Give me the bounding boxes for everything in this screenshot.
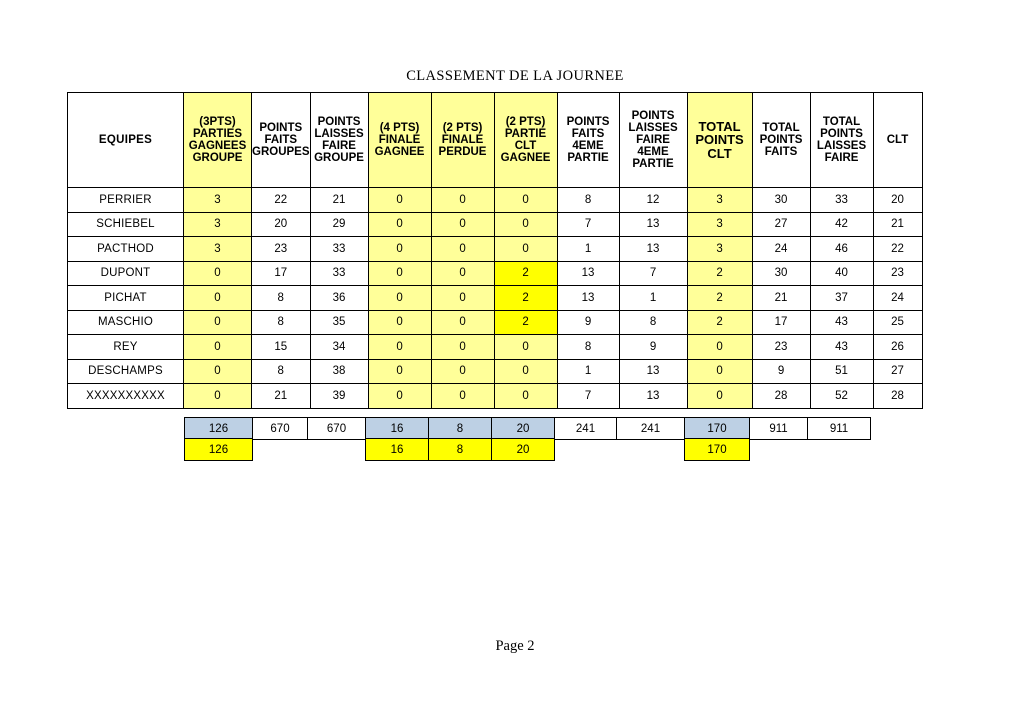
cell-total-points-faits: 27 xyxy=(752,212,810,237)
spacer-cell xyxy=(308,439,366,461)
line-3: CLT xyxy=(514,140,537,152)
col-header-points-faits-4eme-partie xyxy=(557,93,619,188)
table-row xyxy=(68,359,923,384)
total-points-faits-4eme-partie: 241 xyxy=(555,418,617,440)
cell-parties-gagnees-groupe: 0 xyxy=(184,310,252,335)
col-header-points-faits-groupes xyxy=(252,93,311,188)
line-4: GROUPE xyxy=(314,152,364,165)
cell-points-faits-4eme-partie: 7 xyxy=(557,384,619,409)
cell-points-laisses-faire-4eme-partie: 13 xyxy=(619,237,687,262)
line-1: (2 PTS) xyxy=(442,121,483,134)
cell-points-laisses-faire-groupe: 38 xyxy=(310,359,368,384)
total-total-points-laisses-faire: 911 xyxy=(808,418,871,440)
line-5: PARTIE xyxy=(632,158,674,171)
col-header-total-points-faits xyxy=(752,93,810,188)
cell-clt: 22 xyxy=(873,237,922,262)
cell-partie-clt-gagnee: 0 xyxy=(494,237,557,262)
cell-points-laisses-faire-groupe: 35 xyxy=(310,310,368,335)
team-name: DUPONT xyxy=(68,261,184,286)
cell-finale-perdue: 0 xyxy=(431,188,494,213)
cell-finale-perdue: 0 xyxy=(431,286,494,311)
cell-points-faits-4eme-partie: 9 xyxy=(557,310,619,335)
check-partie-clt-gagnee: 20 xyxy=(492,439,555,461)
cell-points-laisses-faire-groupe: 33 xyxy=(310,261,368,286)
cell-finale-gagnee: 0 xyxy=(368,384,431,409)
line-3: LAISSES xyxy=(816,140,867,152)
team-name: PICHAT xyxy=(68,286,184,311)
cell-points-faits-groupes: 15 xyxy=(252,335,311,360)
table-row xyxy=(68,384,923,409)
cell-finale-perdue: 0 xyxy=(431,310,494,335)
cell-finale-gagnee: 0 xyxy=(368,212,431,237)
team-name: REY xyxy=(68,335,184,360)
cell-partie-clt-gagnee: 2 xyxy=(494,310,557,335)
line-4: FAIRE xyxy=(824,152,859,165)
cell-finale-gagnee: 0 xyxy=(368,237,431,262)
cell-points-laisses-faire-groupe: 39 xyxy=(310,384,368,409)
col-header-points-laisses-faire-groupe xyxy=(310,93,368,188)
line-2: LAISSES xyxy=(628,121,678,134)
spacer-cell xyxy=(617,439,685,461)
cell-points-faits-groupes: 20 xyxy=(252,212,311,237)
line-1: POINTS xyxy=(317,115,361,128)
line-4: GAGNEE xyxy=(500,152,551,165)
cell-total-points-clt: 2 xyxy=(687,310,752,335)
cell-total-points-faits: 23 xyxy=(752,335,810,360)
cell-partie-clt-gagnee: 2 xyxy=(494,261,557,286)
cell-finale-perdue: 0 xyxy=(431,261,494,286)
table-header-row xyxy=(68,93,923,188)
check-total-points-clt: 170 xyxy=(685,439,750,461)
team-name: MASCHIO xyxy=(68,310,184,335)
cell-partie-clt-gagnee: 2 xyxy=(494,286,557,311)
cell-finale-perdue: 0 xyxy=(431,212,494,237)
cell-total-points-laisses-faire: 33 xyxy=(810,188,873,213)
cell-finale-perdue: 0 xyxy=(431,335,494,360)
cell-points-laisses-faire-4eme-partie: 13 xyxy=(619,359,687,384)
total-finale-gagnee: 16 xyxy=(366,418,429,440)
line-3: GAGNEES xyxy=(188,140,247,152)
line-1: (4 PTS) xyxy=(379,121,420,134)
col-header-total-points-clt xyxy=(687,93,752,188)
table-row xyxy=(68,212,923,237)
cell-finale-gagnee: 0 xyxy=(368,359,431,384)
cell-total-points-laisses-faire: 37 xyxy=(810,286,873,311)
cell-parties-gagnees-groupe: 3 xyxy=(184,212,252,237)
cell-partie-clt-gagnee: 0 xyxy=(494,212,557,237)
cell-finale-gagnee: 0 xyxy=(368,261,431,286)
total-parties-gagnees-groupe: 126 xyxy=(185,418,253,440)
table-row xyxy=(68,286,923,311)
team-name: XXXXXXXXXX xyxy=(68,384,184,409)
line-4: PARTIE xyxy=(567,152,609,165)
cell-total-points-faits: 30 xyxy=(752,188,810,213)
cell-total-points-faits: 30 xyxy=(752,261,810,286)
cell-total-points-clt: 0 xyxy=(687,384,752,409)
cell-points-faits-4eme-partie: 1 xyxy=(557,237,619,262)
cell-points-faits-groupes: 8 xyxy=(252,359,311,384)
cell-points-faits-4eme-partie: 8 xyxy=(557,188,619,213)
col-header-equipes xyxy=(68,93,184,188)
line-1: (2 PTS) xyxy=(505,115,546,128)
page-title: CLASSEMENT DE LA JOURNEE xyxy=(406,68,624,84)
line-2: FAITS xyxy=(571,127,605,140)
cell-parties-gagnees-groupe: 0 xyxy=(184,261,252,286)
cell-clt: 24 xyxy=(873,286,922,311)
cell-partie-clt-gagnee: 0 xyxy=(494,384,557,409)
cell-finale-perdue: 0 xyxy=(431,384,494,409)
page-number: Page 2 xyxy=(495,638,535,654)
cell-points-faits-groupes: 17 xyxy=(252,261,311,286)
check-finale-perdue: 8 xyxy=(429,439,492,461)
cell-points-laisses-faire-groupe: 34 xyxy=(310,335,368,360)
table-row xyxy=(68,310,923,335)
cell-finale-perdue: 0 xyxy=(431,359,494,384)
cell-clt: 21 xyxy=(873,212,922,237)
table-row xyxy=(68,261,923,286)
line-1: (3PTS) xyxy=(199,115,236,128)
classement-table xyxy=(67,92,923,409)
line-1: POINTS xyxy=(259,121,303,134)
cell-points-faits-groupes: 8 xyxy=(252,310,311,335)
cell-finale-gagnee: 0 xyxy=(368,286,431,311)
total-partie-clt-gagnee: 20 xyxy=(492,418,555,440)
cell-total-points-clt: 3 xyxy=(687,212,752,237)
cell-total-points-clt: 2 xyxy=(687,286,752,311)
total-points-faits-groupes: 670 xyxy=(253,418,308,440)
line-2: PARTIE xyxy=(504,127,547,140)
total-finale-perdue: 8 xyxy=(429,418,492,440)
cell-total-points-clt: 0 xyxy=(687,359,752,384)
col-header-clt xyxy=(873,93,922,188)
line-3: GAGNEE xyxy=(374,146,425,159)
totals-row xyxy=(185,418,871,440)
line-2: POINTS xyxy=(695,132,744,148)
cell-clt: 25 xyxy=(873,310,922,335)
team-name: PERRIER xyxy=(68,188,184,213)
cell-total-points-laisses-faire: 40 xyxy=(810,261,873,286)
cell-points-laisses-faire-4eme-partie: 12 xyxy=(619,188,687,213)
col-header-parties-gagnees-groupe xyxy=(184,93,252,188)
cell-clt: 23 xyxy=(873,261,922,286)
line-1: POINTS xyxy=(631,109,675,122)
cell-total-points-faits: 24 xyxy=(752,237,810,262)
line-1: TOTAL xyxy=(698,118,741,134)
cell-total-points-clt: 3 xyxy=(687,188,752,213)
totals-row-yellow xyxy=(184,438,871,461)
col-header-finale-perdue xyxy=(431,93,494,188)
line-3: GROUPES xyxy=(252,146,310,159)
line-3: CLT xyxy=(707,145,732,161)
cell-points-laisses-faire-groupe: 29 xyxy=(310,212,368,237)
team-name: DESCHAMPS xyxy=(68,359,184,384)
cell-total-points-laisses-faire: 43 xyxy=(810,310,873,335)
check-finale-gagnee: 16 xyxy=(366,439,429,461)
line-4: GROUPE xyxy=(192,152,243,165)
line-2: POINTS xyxy=(759,133,803,146)
line-2: PARTIES xyxy=(193,127,242,140)
line-2: LAISSES xyxy=(314,127,364,140)
cell-points-faits-groupes: 21 xyxy=(252,384,311,409)
total-total-points-faits: 911 xyxy=(750,418,808,440)
cell-total-points-faits: 21 xyxy=(752,286,810,311)
cell-points-faits-4eme-partie: 1 xyxy=(557,359,619,384)
team-name: PACTHOD xyxy=(68,237,184,262)
cell-points-laisses-faire-4eme-partie: 1 xyxy=(619,286,687,311)
total-points-laisses-faire-groupe: 670 xyxy=(308,418,366,440)
cell-partie-clt-gagnee: 0 xyxy=(494,335,557,360)
cell-points-faits-groupes: 23 xyxy=(252,237,311,262)
cell-clt: 20 xyxy=(873,188,922,213)
team-name: SCHIEBEL xyxy=(68,212,184,237)
col-header-equipes-label: EQUIPES xyxy=(98,133,153,146)
cell-parties-gagnees-groupe: 3 xyxy=(184,188,252,213)
line-4: 4EME xyxy=(637,146,669,159)
cell-parties-gagnees-groupe: 0 xyxy=(184,286,252,311)
line-3: FAIRE xyxy=(636,133,670,146)
cell-partie-clt-gagnee: 0 xyxy=(494,188,557,213)
cell-parties-gagnees-groupe: 0 xyxy=(184,359,252,384)
cell-finale-gagnee: 0 xyxy=(368,310,431,335)
spacer-cell xyxy=(253,439,308,461)
cell-points-laisses-faire-groupe: 33 xyxy=(310,237,368,262)
cell-total-points-clt: 2 xyxy=(687,261,752,286)
cell-total-points-laisses-faire: 42 xyxy=(810,212,873,237)
cell-total-points-laisses-faire: 46 xyxy=(810,237,873,262)
cell-partie-clt-gagnee: 0 xyxy=(494,359,557,384)
cell-parties-gagnees-groupe: 0 xyxy=(184,335,252,360)
cell-points-laisses-faire-4eme-partie: 9 xyxy=(619,335,687,360)
cell-points-laisses-faire-4eme-partie: 13 xyxy=(619,384,687,409)
cell-finale-perdue: 0 xyxy=(431,237,494,262)
cell-points-laisses-faire-groupe: 21 xyxy=(310,188,368,213)
cell-points-laisses-faire-4eme-partie: 8 xyxy=(619,310,687,335)
col-header-finale-gagnee xyxy=(368,93,431,188)
cell-points-laisses-faire-4eme-partie: 7 xyxy=(619,261,687,286)
line-1: CLT xyxy=(886,133,909,146)
cell-clt: 27 xyxy=(873,359,922,384)
cell-points-faits-groupes: 22 xyxy=(252,188,311,213)
totals-row-blue xyxy=(184,417,871,440)
line-3: PERDUE xyxy=(438,146,487,159)
cell-total-points-faits: 9 xyxy=(752,359,810,384)
col-header-partie-clt-gagnee xyxy=(494,93,557,188)
line-3: FAIRE xyxy=(322,140,356,152)
totals-row xyxy=(185,439,871,461)
cell-points-faits-4eme-partie: 7 xyxy=(557,212,619,237)
cell-total-points-clt: 3 xyxy=(687,237,752,262)
total-total-points-clt: 170 xyxy=(685,418,750,440)
spacer-cell xyxy=(555,439,617,461)
line-1: TOTAL xyxy=(762,121,800,134)
table-row xyxy=(68,237,923,262)
col-header-total-points-laisses-faire xyxy=(810,93,873,188)
cell-clt: 26 xyxy=(873,335,922,360)
line-2: FAITS xyxy=(264,133,298,146)
col-header-points-laisses-faire-4eme-partie xyxy=(619,93,687,188)
cell-points-faits-4eme-partie: 13 xyxy=(557,261,619,286)
cell-total-points-clt: 0 xyxy=(687,335,752,360)
cell-clt: 28 xyxy=(873,384,922,409)
cell-total-points-laisses-faire: 51 xyxy=(810,359,873,384)
check-parties-gagnees-groupe: 126 xyxy=(185,439,253,461)
total-points-laisses-faire-4eme-partie: 241 xyxy=(617,418,685,440)
line-2: POINTS xyxy=(820,127,863,140)
cell-total-points-faits: 28 xyxy=(752,384,810,409)
cell-finale-gagnee: 0 xyxy=(368,335,431,360)
line-3: 4EME xyxy=(572,140,604,152)
cell-total-points-faits: 17 xyxy=(752,310,810,335)
table-row xyxy=(68,188,923,213)
cell-points-faits-4eme-partie: 13 xyxy=(557,286,619,311)
line-3: FAITS xyxy=(764,146,798,159)
cell-total-points-laisses-faire: 43 xyxy=(810,335,873,360)
cell-points-laisses-faire-4eme-partie: 13 xyxy=(619,212,687,237)
cell-parties-gagnees-groupe: 0 xyxy=(184,384,252,409)
cell-total-points-laisses-faire: 52 xyxy=(810,384,873,409)
line-2: FINALE xyxy=(378,133,421,146)
spacer-cell xyxy=(750,439,808,461)
cell-points-laisses-faire-groupe: 36 xyxy=(310,286,368,311)
line-2: FINALE xyxy=(441,133,484,146)
cell-points-faits-groupes: 8 xyxy=(252,286,311,311)
cell-parties-gagnees-groupe: 3 xyxy=(184,237,252,262)
table-row xyxy=(68,335,923,360)
cell-finale-gagnee: 0 xyxy=(368,188,431,213)
line-1: POINTS xyxy=(566,115,610,128)
line-1: TOTAL xyxy=(822,115,861,128)
spacer-cell xyxy=(808,439,871,461)
cell-points-faits-4eme-partie: 8 xyxy=(557,335,619,360)
